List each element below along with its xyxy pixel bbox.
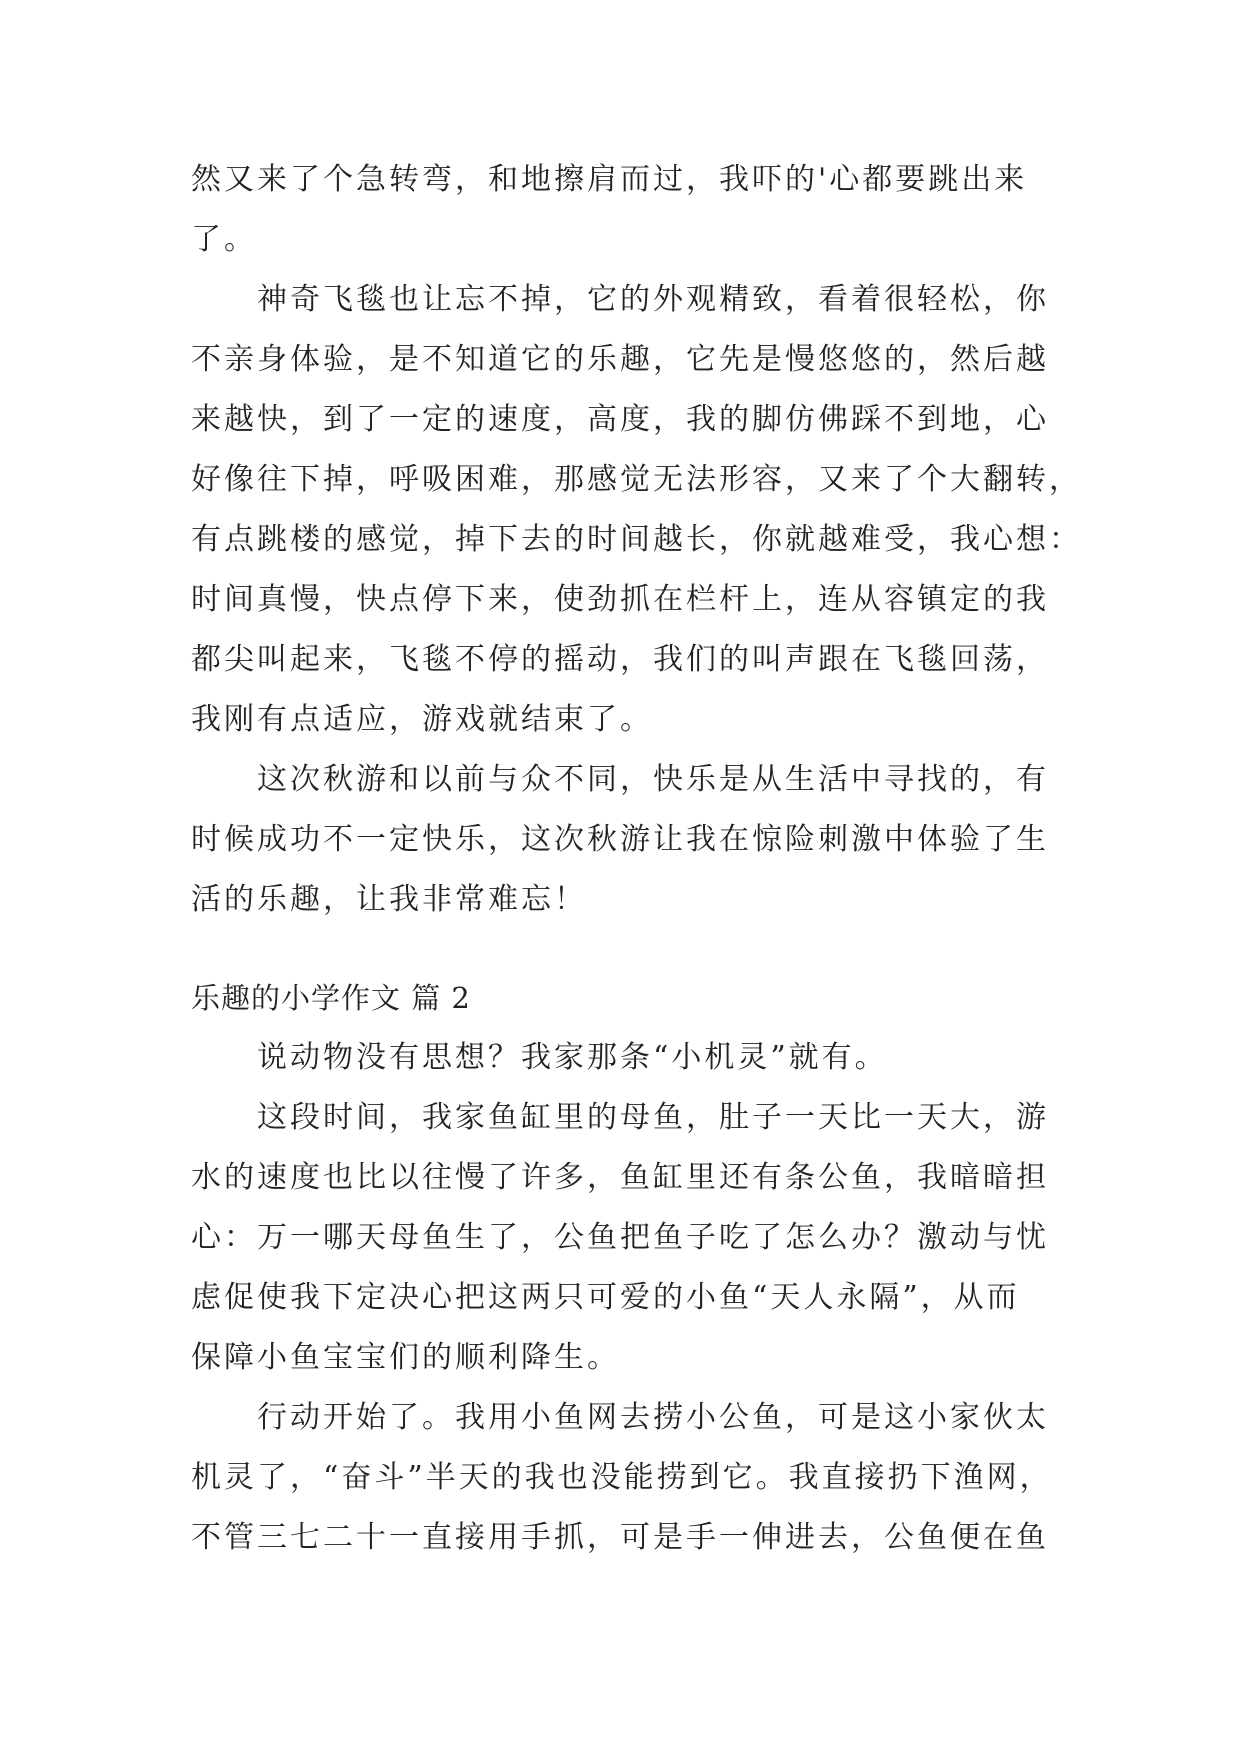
paragraph-line: 都尖叫起来，飞毯不停的摇动，我们的叫声跟在飞毯回荡， <box>191 642 1049 677</box>
paragraph-line: 不管三七二十一直接用手抓，可是手一伸进去，公鱼便在鱼 <box>191 1520 1049 1555</box>
paragraph-line: 时候成功不一定快乐，这次秋游让我在惊险刺激中体验了生 <box>191 822 1049 857</box>
paragraph-line: 我刚有点适应，游戏就结束了。 <box>191 702 653 737</box>
paragraph-line: 机灵了，“奋斗”半天的我也没能捞到它。我直接扔下渔网， <box>191 1460 1053 1495</box>
paragraph-line: 虑促使我下定决心把这两只可爱的小鱼“天人永隔”，从而 <box>191 1280 1020 1315</box>
paragraph-line: 时间真慢，快点停下来，使劲抓在栏杆上，连从容镇定的我 <box>191 582 1049 617</box>
paragraph-line: 这次秋游和以前与众不同，快乐是从生活中寻找的，有 <box>257 762 1049 797</box>
paragraph-line: 好像往下掉，呼吸困难，那感觉无法形容，又来了个大翻转， <box>191 462 1082 497</box>
paragraph-line: 然又来了个急转弯，和地擦肩而过，我吓的'心都要跳出来 <box>191 162 1028 197</box>
paragraph-line: 神奇飞毯也让忘不掉，它的外观精致，看着很轻松，你 <box>257 282 1049 317</box>
paragraph-line: 来越快，到了一定的速度，高度，我的脚仿佛踩不到地，心 <box>191 402 1049 437</box>
paragraph-line: 不亲身体验，是不知道它的乐趣，它先是慢悠悠的，然后越 <box>191 342 1049 377</box>
paragraph-line: 水的速度也比以往慢了许多，鱼缸里还有条公鱼，我暗暗担 <box>191 1160 1049 1195</box>
paragraph-line: 行动开始了。我用小鱼网去捞小公鱼，可是这小家伙太 <box>257 1400 1049 1435</box>
paragraph-line: 有点跳楼的感觉，掉下去的时间越长，你就越难受，我心想： <box>191 522 1082 557</box>
paragraph-line: 保障小鱼宝宝们的顺利降生。 <box>191 1340 620 1375</box>
paragraph-line: 说动物没有思想？我家那条“小机灵”就有。 <box>257 1040 888 1075</box>
paragraph-line: 这段时间，我家鱼缸里的母鱼，肚子一天比一天大，游 <box>257 1100 1049 1135</box>
paragraph-line: 了。 <box>191 222 257 257</box>
section-heading: 乐趣的小学作文 篇 2 <box>191 981 471 1015</box>
paragraph-line: 活的乐趣，让我非常难忘！ <box>191 882 587 917</box>
paragraph-line: 心：万一哪天母鱼生了，公鱼把鱼子吃了怎么办？激动与忧 <box>191 1220 1049 1255</box>
